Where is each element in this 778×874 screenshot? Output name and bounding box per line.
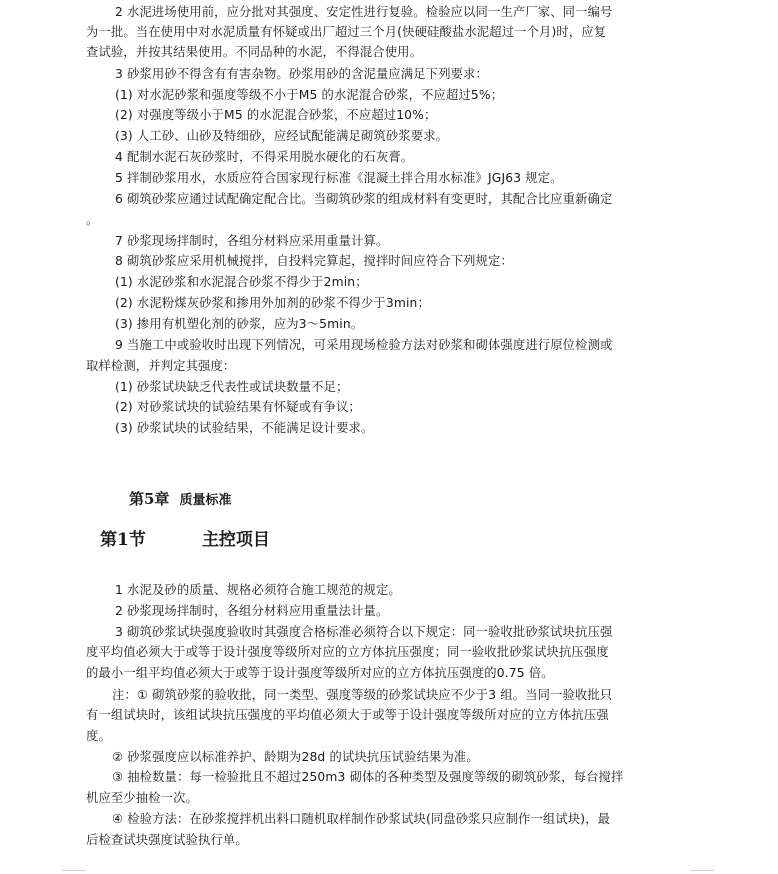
paragraph-line: 7 砂浆现场拌制时，各组分材料应采用重量计算。 xyxy=(115,234,389,248)
paragraph-line: 2 砂浆现场拌制时，各组分材料应用重量法计量。 xyxy=(115,604,389,618)
note-line: 注：① 砌筑砂浆的验收批，同一类型、强度等级的砂浆试块应不少于3 组。当同一验收批只 xyxy=(112,688,613,702)
paragraph-line: 。 xyxy=(86,213,99,227)
paragraph-line: 1 水泥及砂的质量、规格必须符合施工规范的规定。 xyxy=(115,583,401,597)
page-edge-mark xyxy=(62,870,86,871)
paragraph-line: 3 砂浆用砂不得含有有害杂物。砂浆用砂的含泥量应满足下列要求： xyxy=(115,67,488,81)
note-line: ③ 抽检数量：每一检验批且不超过250m3 砌体的各种类型及强度等级的砌筑砂浆，每台搅拌 xyxy=(112,770,624,784)
paragraph-line: 8 砌筑砂浆应采用机械搅拌，自投料完算起，搅拌时间应符合下列规定： xyxy=(115,254,513,268)
note-line: 有一组试块时，该组试块抗压强度的平均值必须大于或等于设计强度等级所对应的立方体抗压强 xyxy=(86,708,609,722)
page-edge-mark xyxy=(690,870,714,871)
chapter-title: 质量标准 xyxy=(179,493,232,508)
paragraph-line: 4 配制水泥石灰砂浆时，不得采用脱水硬化的石灰膏。 xyxy=(115,150,414,164)
paragraph-line: 度平均值必须大于或等于设计强度等级所对应的立方体抗压强度；同一验收批砂浆试块抗压强度 xyxy=(86,645,609,659)
paragraph-line: 9 当施工中或验收时出现下列情况，可采用现场检验方法对砂浆和砌体强度进行原位检测或 xyxy=(115,338,613,352)
note-line: 度。 xyxy=(86,729,111,743)
paragraph-line: 为一批。当在使用中对水泥质量有怀疑或出厂超过三个月(快硬硅酸盐水泥超过一个月)时，应复 xyxy=(86,25,607,39)
list-item: (2) 对强度等级小于M5 的水泥混合砂浆，不应超过10%； xyxy=(115,108,437,122)
paragraph-line: 5 拌制砂浆用水，水质应符合国家现行标准《混凝土拌合用水标准》JGJ63 规定。 xyxy=(115,171,563,185)
paragraph-line: 2 水泥进场使用前，应分批对其强度、安定性进行复验。检验应以同一生产厂家、同一编号 xyxy=(115,5,613,19)
paragraph-line: 查试验，并按其结果使用。不同品种的水泥，不得混合使用。 xyxy=(86,45,423,59)
note-line: ④ 检验方法：在砂浆搅拌机出料口随机取样制作砂浆试块(同盘砂浆只应制作一组试块)，最 xyxy=(112,812,611,826)
chapter-number: 第5章 xyxy=(129,490,170,508)
list-item: (3) 砂浆试块的试验结果，不能满足设计要求。 xyxy=(115,421,374,435)
paragraph-line: 3 砌筑砂浆试块强度验收时其强度合格标准必须符合以下规定：同一验收批砂浆试块抗压强 xyxy=(115,625,613,639)
chapter-heading xyxy=(129,488,231,512)
list-item: (1) 对水泥砂浆和强度等级不小于M5 的水泥混合砂浆，不应超过5%； xyxy=(115,88,504,102)
section-title: 主控项目 xyxy=(201,530,270,550)
paragraph-line: 取样检测，并判定其强度： xyxy=(86,359,236,373)
note-line: ② 砂浆强度应以标准养护、龄期为28d 的试块抗压试验结果为准。 xyxy=(112,750,479,764)
section-heading xyxy=(100,528,270,552)
section-number: 第1节 xyxy=(100,530,146,550)
note-line: 后检查试块强度试验执行单。 xyxy=(86,833,248,847)
list-item: (3) 人工砂、山砂及特细砂，应经试配能满足砌筑砂浆要求。 xyxy=(115,129,449,143)
list-item: (1) 水泥砂浆和水泥混合砂浆不得少于2min； xyxy=(115,275,368,289)
note-line: 机应至少抽检一次。 xyxy=(86,791,199,805)
paragraph-line: 6 砌筑砂浆应通过试配确定配合比。当砌筑砂浆的组成材料有变更时，其配合比应重新确定 xyxy=(115,192,613,206)
list-item: (3) 掺用有机塑化剂的砂浆，应为3～5min。 xyxy=(115,317,364,331)
list-item: (1) 砂浆试块缺乏代表性或试块数量不足； xyxy=(115,380,349,394)
list-item: (2) 对砂浆试块的试验结果有怀疑或有争议； xyxy=(115,400,361,414)
paragraph-line: 的最小一组平均值必须大于或等于设计强度等级所对应的立方体抗压强度的0.75 倍。 xyxy=(86,666,554,680)
list-item: (2) 水泥粉煤灰砂浆和掺用外加剂的砂浆不得少于3min； xyxy=(115,296,430,310)
